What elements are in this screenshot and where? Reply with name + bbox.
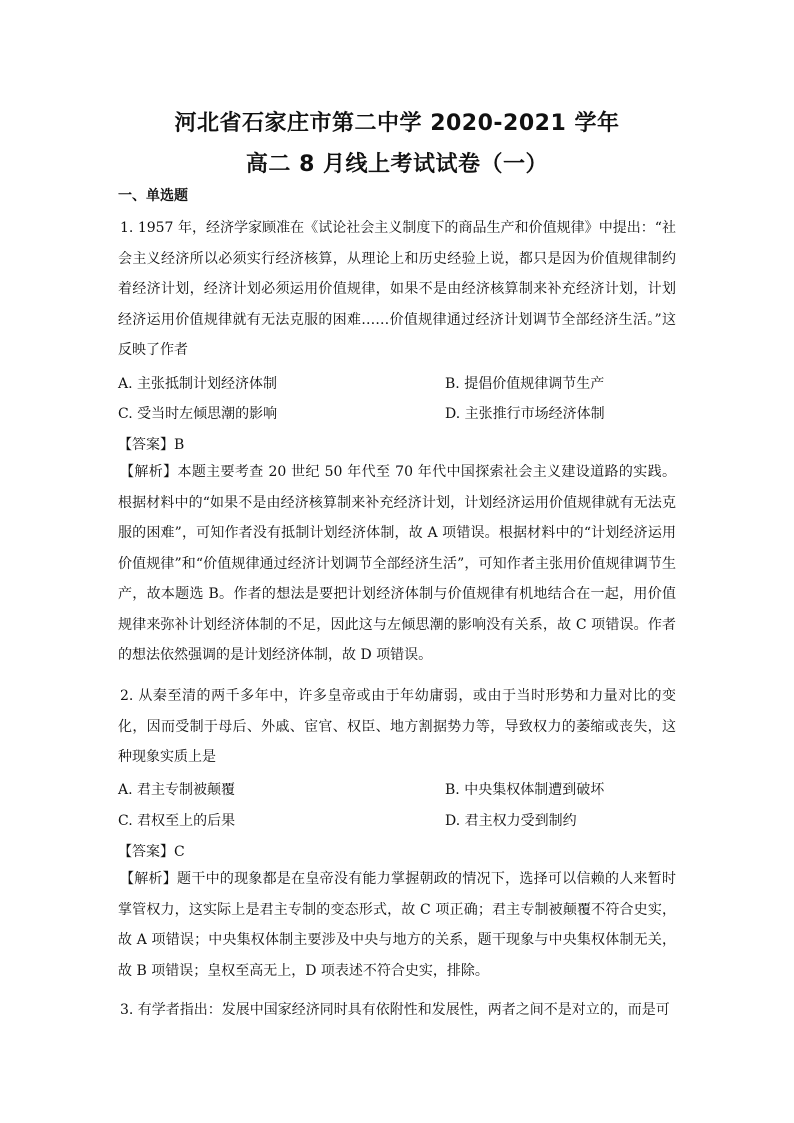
- question-2-analysis: 【解析】题干中的现象都是在皇帝没有能力掌握朝政的情况下，选择可以信赖的人来暂时掌管权力，这实际上是君主专制的变态形式，故 C 项正确；君主专制被颠覆不符合史实，故 A 项错误；中央集权体制主要涉及中央与地方的关系，题干现象与中央集权体制无关，故 B 项错误；皇权至高无上，D 项表述不符合史实，排除。: [118, 871, 676, 979]
- exam-title-line-1: 河北省石家庄市第二中学 2020-2021 学年: [174, 111, 620, 136]
- exam-title-line-2: 高二 8 月线上考试试卷（一）: [245, 152, 549, 177]
- question-2-option-c: C. 君权至上的后果: [118, 813, 236, 829]
- question-1-option-a: A. 主张抵制计划经济体制: [118, 376, 278, 392]
- question-1-stem: 1. 1957 年，经济学家顾准在《试论社会主义制度下的商品生产和价值规律》中提出：“社会主义经济所以必须实行经济核算，从理论上和历史经验上说，都只是因为价值规律制约着经济计划，经济计划必须运用价值规律，如果不是由经济核算制来补充经济计划，计划经济运用价值规律就有无法克服的困难……价值规律通过经济计划调节全部经济生活。”这反映了作者: [118, 220, 676, 358]
- question-1-option-b: B. 提倡价值规律调节生产: [445, 376, 605, 392]
- question-1-analysis: 【解析】本题主要考查 20 世纪 50 年代至 70 年代中国探索社会主义建设道路的实践。根据材料中的“如果不是由经济核算制来补充经济计划，计划经济运用价值规律就有无法克服的困难”，可知作者没有抵制计划经济体制，故 A 项错误。根据材料中的“计划经济运用价值规律”和“价值规律通过经济计划调节全部经济生活”，可知作者主张用价值规律调节生产，故本题选 B。作者的想法是要把计划经济体制与价值规律有机地结合在一起，用价值规律来弥补计划经济体制的不足，因此这与左倾思潮的影响没有关系，故 C 项错误。作者的想法依然强调的是计划经济体制，故 D 项错误。: [118, 464, 676, 663]
- question-2-answer: 【答案】C: [118, 844, 185, 860]
- question-2-option-d: D. 君主权力受到制约: [445, 813, 577, 829]
- section-heading: 一、单选题: [118, 188, 188, 204]
- question-3-stem: 3. 有学者指出：发展中国家经济同时具有依附性和发展性，两者之间不是对立的，而是可: [120, 1002, 670, 1018]
- question-2-option-b: B. 中央集权体制遭到破坏: [445, 782, 605, 798]
- question-2-option-a: A. 君主专制被颠覆: [118, 782, 236, 798]
- question-2-stem: 2. 从秦至清的两千多年中，许多皇帝或由于年幼庸弱，或由于当时形势和力量对比的变化，因而受制于母后、外戚、宦官、权臣、地方割据势力等，导致权力的萎缩或丧失，这种现象实质上是: [118, 688, 676, 765]
- question-1-option-c: C. 受当时左倾思潮的影响: [118, 406, 278, 422]
- question-1-option-d: D. 主张推行市场经济体制: [445, 406, 605, 422]
- question-1-answer: 【答案】B: [118, 437, 185, 453]
